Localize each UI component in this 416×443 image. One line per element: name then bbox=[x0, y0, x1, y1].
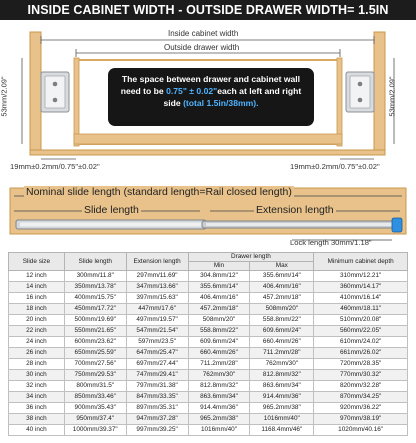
lock-length-label: Lock length 30mm/1.18" bbox=[290, 238, 372, 247]
table-cell: 304.8mm/12" bbox=[188, 271, 250, 282]
col-header-slide-length: Slide length bbox=[64, 253, 126, 271]
right-cabinet-wall bbox=[374, 32, 385, 154]
table-cell: 508mm/20" bbox=[188, 315, 250, 326]
table-cell: 762mm/30" bbox=[250, 359, 314, 370]
table-cell: 558.8mm/22" bbox=[188, 326, 250, 337]
table-cell: 1016mm/40" bbox=[250, 414, 314, 425]
table-row bbox=[9, 304, 408, 315]
spec-table-body bbox=[9, 271, 408, 436]
table-cell: 457.2mm/18" bbox=[250, 293, 314, 304]
table-cell: 711.2mm/28" bbox=[250, 348, 314, 359]
table-cell: 34 inch bbox=[9, 392, 65, 403]
table-cell: 550mm/21.65" bbox=[64, 326, 126, 337]
table-cell: 870mm/34.25" bbox=[314, 392, 408, 403]
table-cell: 497mm/19.57" bbox=[126, 315, 188, 326]
table-cell: 850mm/33.46" bbox=[64, 392, 126, 403]
table-cell: 609.6mm/24" bbox=[250, 326, 314, 337]
table-cell: 660.4mm/26" bbox=[250, 337, 314, 348]
table-cell: 863.6mm/34" bbox=[188, 392, 250, 403]
left-gap-label: 19mm±0.2mm/0.75"±0.02" bbox=[10, 162, 100, 171]
drawer-left-side bbox=[74, 58, 79, 146]
table-row bbox=[9, 293, 408, 304]
table-cell: 457.2mm/18" bbox=[188, 304, 250, 315]
table-cell: 347mm/13.66" bbox=[126, 282, 188, 293]
table-cell: 914.4mm/36" bbox=[188, 403, 250, 414]
table-cell: 447mm/17.6" bbox=[126, 304, 188, 315]
table-cell: 560mm/22.05" bbox=[314, 326, 408, 337]
table-cell: 36 inch bbox=[9, 403, 65, 414]
table-cell: 310mm/12.21" bbox=[314, 271, 408, 282]
table-cell: 16 inch bbox=[9, 293, 65, 304]
table-row bbox=[9, 403, 408, 414]
table-cell: 697mm/27.44" bbox=[126, 359, 188, 370]
table-cell: 897mm/35.31" bbox=[126, 403, 188, 414]
table-cell: 820mm/32.28" bbox=[314, 381, 408, 392]
table-cell: 770mm/30.32" bbox=[314, 370, 408, 381]
table-cell: 400mm/15.75" bbox=[64, 293, 126, 304]
table-cell: 900mm/35.43" bbox=[64, 403, 126, 414]
table-cell: 947mm/37.28" bbox=[126, 414, 188, 425]
outside-width-label: Outside drawer width bbox=[164, 43, 240, 52]
table-cell: 661mm/26.02" bbox=[314, 348, 408, 359]
right-slide-bracket bbox=[346, 72, 374, 112]
table-cell: 997mm/39.25" bbox=[126, 425, 188, 436]
extension-length-label: Extension length bbox=[256, 204, 334, 216]
table-cell: 410mm/16.14" bbox=[314, 293, 408, 304]
table-cell: 558.8mm/22" bbox=[250, 315, 314, 326]
left-height-label: 53mm/2.09" bbox=[0, 76, 9, 117]
table-cell: 40 inch bbox=[9, 425, 65, 436]
table-row bbox=[9, 359, 408, 370]
table-cell: 812.8mm/32" bbox=[188, 381, 250, 392]
col-header-cabinet-depth: Minimum cabinet depth bbox=[314, 253, 408, 271]
table-cell: 360mm/14.17" bbox=[314, 282, 408, 293]
table-cell: 660.4mm/26" bbox=[188, 348, 250, 359]
table-cell: 30 inch bbox=[9, 370, 65, 381]
callout-line-3: side (total 1.5in/38mm). bbox=[163, 98, 259, 108]
table-cell: 397mm/15.63" bbox=[126, 293, 188, 304]
table-cell: 762mm/30" bbox=[188, 370, 250, 381]
col-header-size: Slide size bbox=[9, 253, 65, 271]
table-row bbox=[9, 315, 408, 326]
table-cell: 847mm/33.35" bbox=[126, 392, 188, 403]
table-cell: 600mm/23.62" bbox=[64, 337, 126, 348]
table-cell: 12 inch bbox=[9, 271, 65, 282]
table-cell: 24 inch bbox=[9, 337, 65, 348]
drawer-right-side bbox=[337, 58, 342, 146]
slide-length-label: Slide length bbox=[84, 204, 139, 216]
table-cell: 28 inch bbox=[9, 359, 65, 370]
table-cell: 609.6mm/24" bbox=[188, 337, 250, 348]
left-cabinet-wall bbox=[30, 32, 41, 154]
col-header-min: Min bbox=[188, 262, 250, 271]
table-cell: 350mm/13.78" bbox=[64, 282, 126, 293]
table-cell: 1016mm/40" bbox=[188, 425, 250, 436]
table-row bbox=[9, 337, 408, 348]
table-cell: 610mm/24.02" bbox=[314, 337, 408, 348]
table-cell: 1168.4mm/46" bbox=[250, 425, 314, 436]
table-cell: 22 inch bbox=[9, 326, 65, 337]
table-cell: 500mm/19.69" bbox=[64, 315, 126, 326]
table-row bbox=[9, 425, 408, 436]
spec-table bbox=[8, 252, 408, 436]
col-header-max: Max bbox=[250, 262, 314, 271]
table-row bbox=[9, 392, 408, 403]
table-row bbox=[9, 370, 408, 381]
gap-callout bbox=[108, 68, 314, 126]
table-cell: 1020mm/40.16" bbox=[314, 425, 408, 436]
table-cell: 965.2mm/38" bbox=[188, 414, 250, 425]
table-cell: 797mm/31.38" bbox=[126, 381, 188, 392]
table-cell: 355.6mm/14" bbox=[250, 271, 314, 282]
table-cell: 750mm/29.53" bbox=[64, 370, 126, 381]
table-cell: 970mm/38.19" bbox=[314, 414, 408, 425]
table-cell: 32 inch bbox=[9, 381, 65, 392]
table-cell: 510mm/20.08" bbox=[314, 315, 408, 326]
right-height-label: 53mm/2.09" bbox=[387, 76, 397, 117]
drawer-bottom bbox=[74, 134, 342, 144]
table-row bbox=[9, 348, 408, 359]
right-gap-label: 19mm±0.2mm/0.75"±0.02" bbox=[290, 162, 380, 171]
table-cell: 297mm/11.69" bbox=[126, 271, 188, 282]
cabinet-bottom bbox=[30, 150, 385, 155]
col-header-drawer: Drawer length bbox=[188, 253, 314, 262]
table-cell: 450mm/17.72" bbox=[64, 304, 126, 315]
table-cell: 747mm/29.41" bbox=[126, 370, 188, 381]
table-cell: 647mm/25.47" bbox=[126, 348, 188, 359]
table-cell: 965.2mm/38" bbox=[250, 403, 314, 414]
table-row bbox=[9, 414, 408, 425]
table-cell: 20 inch bbox=[9, 315, 65, 326]
table-cell: 920mm/36.22" bbox=[314, 403, 408, 414]
left-slide-bracket bbox=[41, 72, 69, 112]
col-header-extension: Extension length bbox=[126, 253, 188, 271]
table-cell: 1000mm/39.37" bbox=[64, 425, 126, 436]
table-cell: 650mm/25.59" bbox=[64, 348, 126, 359]
table-cell: 300mm/11.8" bbox=[64, 271, 126, 282]
table-row bbox=[9, 282, 408, 293]
table-row bbox=[9, 326, 408, 337]
table-cell: 508mm/20" bbox=[250, 304, 314, 315]
table-cell: 720mm/28.35" bbox=[314, 359, 408, 370]
table-cell: 914.4mm/36" bbox=[250, 392, 314, 403]
table-cell: 800mm/31.5" bbox=[64, 381, 126, 392]
callout-line-2: need to be 0.75" ± 0.02"each at left and right bbox=[120, 86, 302, 96]
table-cell: 406.4mm/16" bbox=[188, 293, 250, 304]
table-cell: 14 inch bbox=[9, 282, 65, 293]
table-cell: 700mm/27.56" bbox=[64, 359, 126, 370]
slide-diagram bbox=[0, 184, 416, 254]
nominal-length-label: Nominal slide length (standard length=Rail closed length) bbox=[26, 186, 292, 198]
inside-width-label: Inside cabinet width bbox=[168, 29, 239, 38]
callout-line-1: The space between drawer and cabinet wall bbox=[121, 74, 301, 84]
table-cell: 711.2mm/28" bbox=[188, 359, 250, 370]
table-cell: 38 inch bbox=[9, 414, 65, 425]
table-cell: 863.6mm/34" bbox=[250, 381, 314, 392]
table-cell: 950mm/37.4" bbox=[64, 414, 126, 425]
table-cell: 18 inch bbox=[9, 304, 65, 315]
table-cell: 406.4mm/16" bbox=[250, 282, 314, 293]
table-cell: 597mm/23.5" bbox=[126, 337, 188, 348]
table-cell: 812.8mm/32" bbox=[250, 370, 314, 381]
page-banner: INSIDE CABINET WIDTH - OUTSIDE DRAWER WIDTH= 1.5IN bbox=[0, 0, 416, 20]
table-cell: 547mm/21.54" bbox=[126, 326, 188, 337]
table-cell: 460mm/18.11" bbox=[314, 304, 408, 315]
table-row bbox=[9, 381, 408, 392]
table-cell: 26 inch bbox=[9, 348, 65, 359]
table-row bbox=[9, 271, 408, 282]
table-cell: 355.6mm/14" bbox=[188, 282, 250, 293]
lock-tab bbox=[392, 218, 402, 232]
